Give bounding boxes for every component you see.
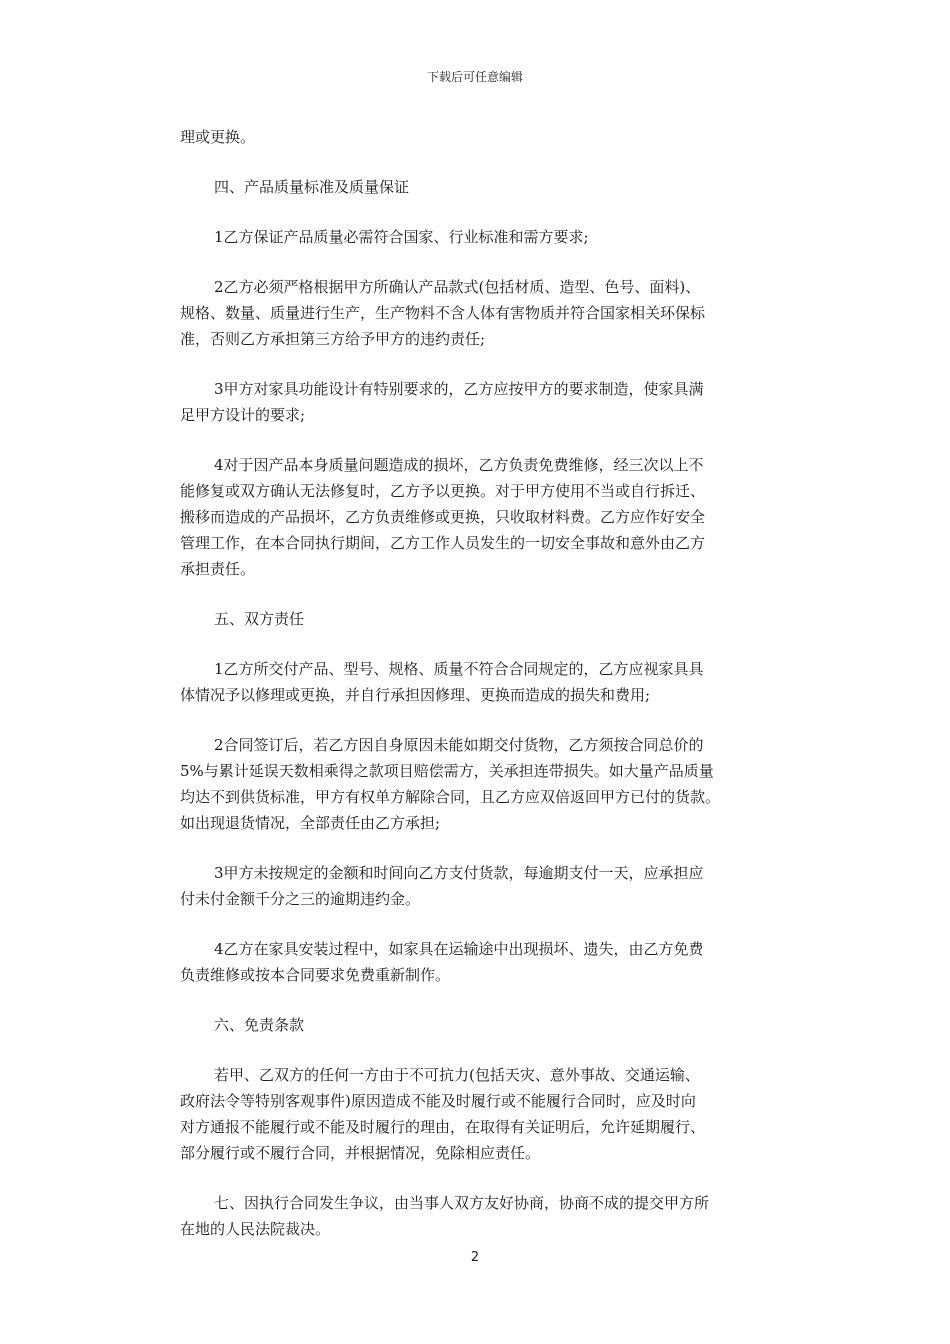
clause-6-body: 若甲、乙双方的任何一方由于不可抗力(包括天灾、意外事故、交通运输、 政府法令等特别客观事件)原因造成不能及时履行或不能履行合同时，应及时向 对方通报不能履行或不能及时履行的理由，在取得有关证明后，允许延期履行、 部分履行或不履行合同，并根据情况，免除相应责任。 bbox=[180, 1066, 706, 1162]
clause-4-4: 4对于因产品本身质量问题造成的损坏，乙方负责免费维修，经三次以上不 能修复或双方确认无法修复时，乙方予以更换。对于甲方使用不当或自行拆迁、 搬移而造成的产品损坏，乙方负责维修或更换，只收取材料费。乙方应作好安全 管理工作，在本合同执行期间，乙方工作人员发生的一切安全事故和意外由乙方 承担责任。 bbox=[180, 456, 706, 578]
clause-5-3: 3甲方未按规定的金额和时间向乙方支付货款，每逾期支付一天，应承担应 付未付金额千分之三的逾期违约金。 bbox=[180, 864, 704, 908]
clause-5-1: 1乙方所交付产品、型号、规格、质量不符合合同规定的，乙方应视家具具 体情况予以修理或更换，并自行承担因修理、更换而造成的损失和费用; bbox=[180, 660, 704, 704]
clause-4-1: 1乙方保证产品质量必需符合国家、行业标准和需方要求; bbox=[214, 228, 589, 246]
document-body bbox=[180, 124, 780, 1266]
section-heading-5: 五、双方责任 bbox=[214, 610, 305, 628]
clause-5-2: 2合同签订后，若乙方因自身原因未能如期交付货物，乙方须按合同总价的 5%与累计延误天数相乘得之款项目赔偿需方，关承担连带损失。如大量产品质量 均达不到供货标准，甲方有权单方解除合同，且乙方应双倍返回甲方已付的货款。 如出现退货情况，全部责任由乙方承担; bbox=[180, 736, 721, 832]
clause-4-3: 3甲方对家具功能设计有特别要求的，乙方应按甲方的要求制造，使家具满 足甲方设计的要求; bbox=[180, 380, 704, 424]
clause-4-2: 2乙方必须严格根据甲方所确认产品款式(包括材质、造型、色号、面料)、 规格、数量、质量进行生产，生产物料不含人体有害物质并符合国家相关环保标 准，否则乙方承担第三方给予甲方的违约责任; bbox=[180, 278, 706, 348]
section-heading-4: 四、产品质量标准及质量保证 bbox=[214, 178, 410, 196]
paragraph-continuation: 理或更换。 bbox=[180, 128, 256, 146]
page-header: 下载后可任意编辑 bbox=[426, 70, 523, 84]
section-7: 七、因执行合同发生争议，由当事人双方友好协商，协商不成的提交甲方所 在地的人民法院裁决。 bbox=[180, 1194, 710, 1238]
page-number: 2 bbox=[470, 1250, 480, 1265]
section-heading-6: 六、免责条款 bbox=[214, 1016, 305, 1034]
clause-5-4: 4乙方在家具安装过程中，如家具在运输途中出现损坏、遗失，由乙方免费 负责维修或按本合同要求免费重新制作。 bbox=[180, 940, 704, 984]
